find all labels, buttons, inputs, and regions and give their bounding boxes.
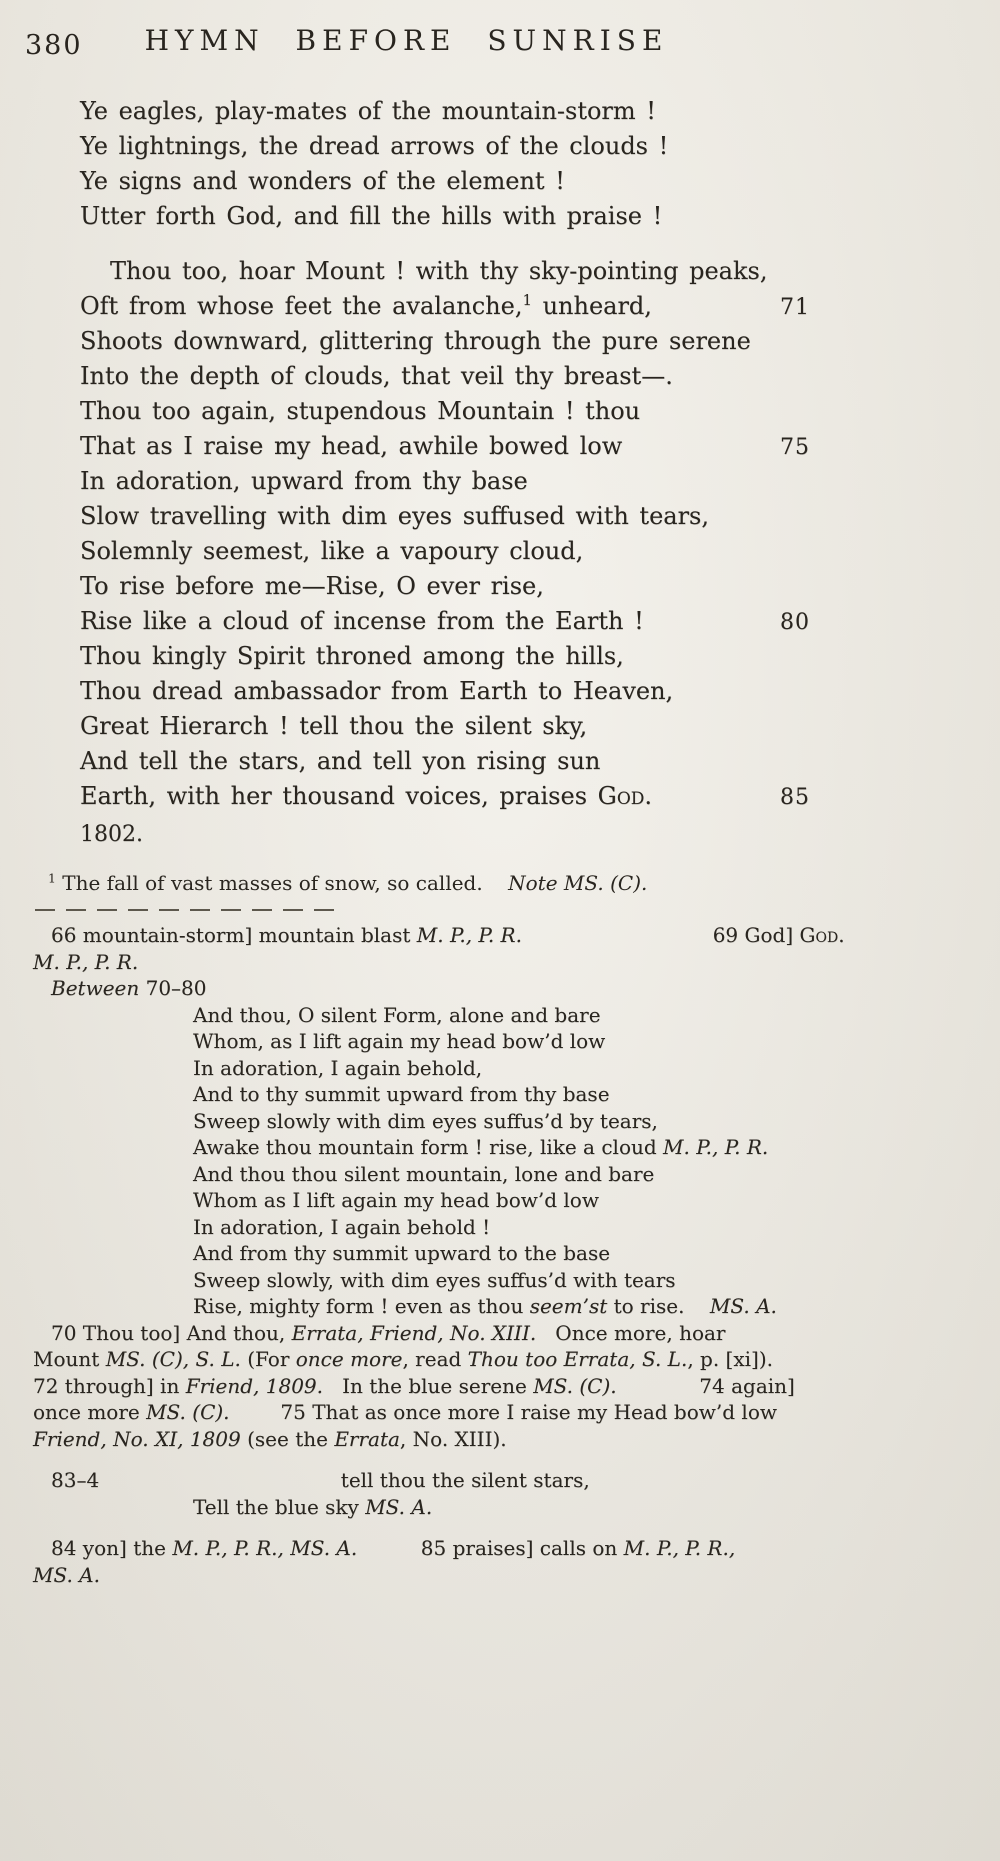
apparatus-line [33,1320,870,1347]
text-segment: tell thou the silent stars, [340,1468,590,1492]
apparatus-line [33,949,870,976]
page-header [25,24,870,70]
critical-apparatus [33,922,870,1588]
text-segment: once more [295,1347,403,1371]
poem-line [80,744,860,779]
poem [80,94,860,852]
poem-line [80,464,860,499]
text-segment: And thou thou silent mountain, lone and bare [193,1161,655,1186]
text-segment: MS. (C). [146,1400,230,1424]
poem-line [80,199,860,234]
poem-line [80,324,860,359]
poem-line [80,254,860,289]
line-number: 85 [780,785,810,810]
poem-line [80,639,860,674]
text-segment: And thou, O silent Form, alone and bare [193,1002,601,1027]
text-segment: To rise before me—Rise, O ever rise, [80,572,544,600]
text-segment: Whom, as I lift again my head bow’d low [193,1029,606,1053]
text-segment: , read [402,1347,468,1371]
text-segment: , p. [xi]). [687,1347,773,1371]
apparatus-line [33,1494,870,1521]
apparatus-line [33,1240,870,1267]
apparatus-line [33,922,870,949]
apparatus-line [33,1346,870,1373]
apparatus-line [33,1028,870,1055]
apparatus-line [33,1562,870,1589]
text-segment: Into the depth of clouds, that veil thy breast—. [80,362,673,390]
text-segment: And to thy summit upward from thy base [193,1082,610,1106]
text-segment: Ye lightnings, the dread arrows of the clouds ! [80,132,669,160]
text-segment: Tell the blue sky [193,1494,366,1519]
text-segment: (see the [240,1426,335,1451]
text-segment: Friend, No. XI, 1809 [33,1426,241,1451]
footnote [48,870,870,896]
text-segment: Errata, Friend, No. XIII. [291,1320,537,1345]
text-segment: . [644,782,653,810]
footnote-line [48,870,870,896]
text-segment: Between [51,976,140,1000]
text-segment: Slow travelling with dim eyes suffused with tears, [80,502,710,530]
poem-line [80,394,860,429]
text-segment: Errata [334,1426,400,1451]
apparatus-line [33,1161,870,1188]
apparatus-line [33,1426,870,1453]
poem-line [80,429,860,464]
poem-line [80,359,860,394]
text-segment: Oft from whose feet the avalanche, [80,292,523,320]
poem-line [80,569,860,604]
text-segment: The fall of vast masses of snow, so called. [55,871,509,895]
apparatus-line [33,1293,870,1320]
apparatus-line [33,1055,870,1082]
text-segment: 70–80 [139,976,207,1000]
text-segment: Thou too, hoar Mount ! with thy sky-pointing peaks, [110,257,768,285]
text-segment: , No. XIII). [399,1426,507,1451]
text-segment: God [597,782,645,810]
apparatus-line [33,1187,870,1214]
apparatus-line [33,1134,870,1161]
poem-line [80,129,860,164]
text-segment: unheard, [531,292,652,320]
text-segment: M. P., P. R. [33,949,139,974]
text-segment [617,1374,700,1398]
text-segment: MS. A. [709,1294,777,1318]
text-segment: seem’st [529,1294,608,1318]
text-segment: . [838,923,845,947]
text-segment: 85 praises] calls on [420,1536,624,1560]
poem-line [80,534,860,569]
text-segment [522,923,713,947]
poem-line [80,164,860,199]
text-segment: Awake thou mountain form ! rise, like a cloud [193,1135,664,1159]
text-segment: Whom as I lift again my head bow’d low [193,1188,599,1212]
text-segment: MS. A. [365,1494,433,1519]
text-segment: Thou dread ambassador from Earth to Heaven, [80,677,674,705]
text-segment: And tell the stars, and tell yon rising sun [80,747,601,775]
line-number: 80 [780,610,810,635]
text-segment: Friend, 1809. [185,1373,324,1398]
text-segment: Great Hierarch ! tell thou the silent sky, [80,712,588,740]
text-segment: Solemnly seemest, like a vapoury cloud, [80,537,584,565]
footnote-separator-rule [35,909,335,911]
text-segment: 66 mountain-storm] mountain blast [51,923,417,947]
line-number: 75 [780,435,810,460]
poem-line [80,94,860,129]
text-segment: Ye signs and wonders of the element ! [80,167,565,195]
text-segment: That as I raise my head, awhile bowed low [80,432,623,460]
text-segment: M. P., P. R. [416,923,522,947]
text-segment: M. P., P. R., [623,1536,736,1560]
text-segment: 74 again] [699,1373,795,1398]
text-segment: Rise, mighty form ! even as thou [193,1294,530,1318]
text-segment: Earth, with her thousand voices, praises [80,782,598,810]
text-segment: once more [33,1400,147,1424]
poem-line [80,604,860,639]
apparatus-line [33,975,870,1002]
text-segment [357,1536,421,1560]
text-segment: In adoration, upward from thy base [80,467,528,495]
text-segment: 84 yon] the [51,1536,173,1560]
poem-date: 1802. [80,822,143,847]
text-segment: Sweep slowly, with dim eyes suffus’d with tears [193,1267,676,1292]
text-segment: 69 God] [712,923,800,947]
text-segment: MS. A. [33,1562,100,1587]
apparatus-line [33,1108,870,1135]
text-segment: Mount [33,1347,106,1371]
text-segment: Sweep slowly with dim eyes suffus’d by tears, [193,1108,658,1133]
apparatus-line [33,1467,870,1494]
text-segment: In the blue serene [323,1373,534,1398]
text-segment [230,1400,281,1424]
text-segment: MS. (C), S. L. [105,1347,241,1371]
poem-stanza-1 [80,94,860,234]
apparatus-line [33,1399,870,1426]
text-segment: 72 through] in [33,1373,186,1398]
line-number: 71 [780,295,810,320]
text-segment: Shoots downward, glittering through the pure serene [80,327,751,355]
text-segment: 83–4 [51,1468,100,1492]
text-segment: Thou too Errata, S. L. [467,1347,688,1371]
text-segment: Ye eagles, play-mates of the mountain-storm ! [80,97,656,125]
text-segment: Once more, hoar [536,1320,726,1345]
page-title: HYMN BEFORE SUNRISE [144,24,669,57]
text-segment: 1 [522,291,532,309]
poem-line [80,779,860,814]
apparatus-line [33,1081,870,1108]
poem-line [80,499,860,534]
text-segment: Utter forth God, and fill the hills with praise ! [80,202,663,230]
page-number: 380 [25,30,83,61]
text-segment: God [799,923,839,947]
text-segment: 1 [48,870,56,886]
apparatus-line [33,1535,870,1562]
poem-line [80,709,860,744]
text-segment [99,1468,341,1492]
text-segment: to rise. [607,1294,710,1318]
text-segment: And from thy summit upward to the base [193,1241,611,1265]
text-segment: Thou kingly Spirit throned among the hills, [80,642,624,670]
text-segment: (For [240,1347,296,1371]
text-segment: M. P., P. R., MS. A. [172,1536,358,1560]
text-segment: In adoration, I again behold ! [193,1214,491,1239]
apparatus-line [33,1373,870,1400]
text-segment: 70 Thou too] And thou, [51,1320,292,1345]
text-segment: Thou too again, stupendous Mountain ! thou [80,397,641,425]
apparatus-line [33,1267,870,1294]
poem-stanza-2 [80,254,860,814]
poem-line [80,289,860,324]
apparatus-line [33,1214,870,1241]
poem-line [80,674,860,709]
apparatus-line [33,1002,870,1029]
text-segment: In adoration, I again behold, [193,1055,483,1080]
text-segment: M. P., P. R. [663,1135,769,1159]
text-segment: Rise like a cloud of incense from the Earth ! [80,607,644,635]
text-segment: 75 That as once more I raise my Head bow’d low [280,1400,777,1424]
text-segment: MS. (C). [533,1373,617,1398]
text-segment: Note MS. (C). [508,871,648,895]
